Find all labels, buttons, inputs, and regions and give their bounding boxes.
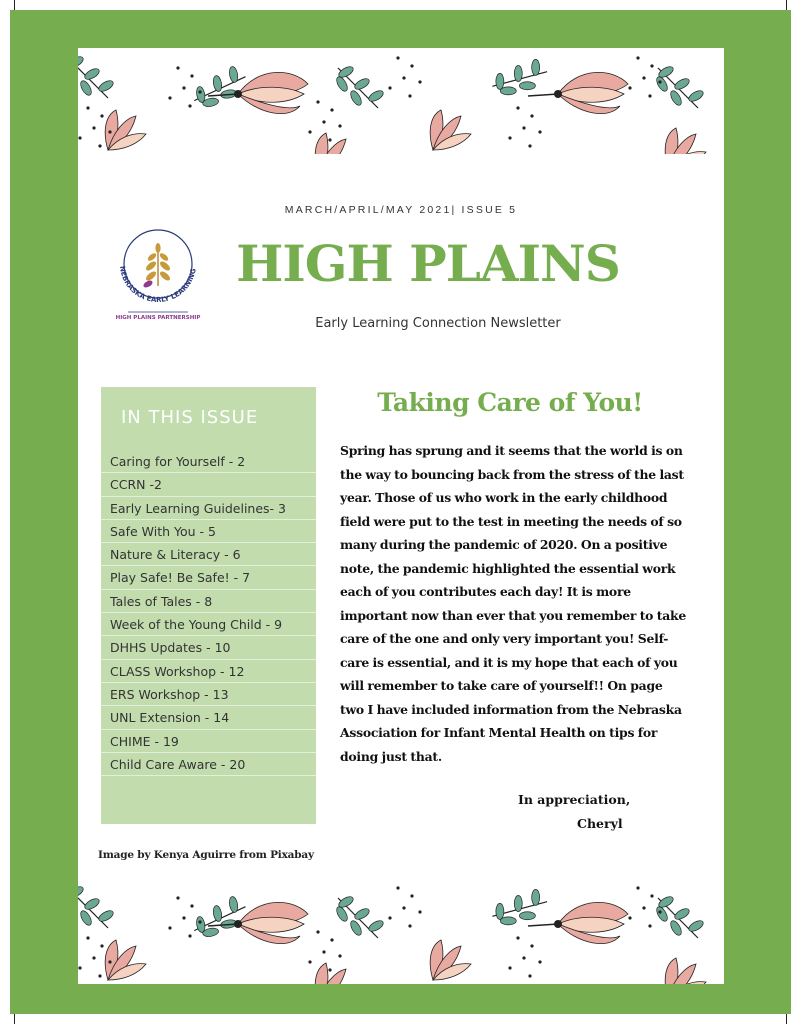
toc-item: Play Safe! Be Safe! - 7 — [101, 566, 316, 589]
nebraska-elc-logo — [108, 216, 208, 322]
article-signature: Cheryl — [577, 816, 623, 831]
image-credit: Image by Kenya Aguirre from Pixabay — [98, 849, 314, 861]
toc-item: ERS Workshop - 13 — [101, 683, 316, 706]
newsletter-subtitle: Early Learning Connection Newsletter — [315, 316, 561, 331]
article-body: Spring has sprung and it seems that the world is on the way to bouncing back from the stress of the last year. Those of us who work in the early childhood field were put to the test in meeting the needs of so many during the pandemic of 2020. On a positive note, the pandemic highlighted the essential work each of you contributes each day! It is more important now than ever that you remember to take care of the one and only very important you! Self-care is essential, and it is my hope that each of you will remember to take care of yourself!! On page two I have included information from the Nebraska Association for Infant Mental Health on tips for doing just that. — [340, 443, 686, 764]
toc-item: CCRN -2 — [101, 473, 316, 496]
toc-item: Early Learning Guidelines- 3 — [101, 497, 316, 520]
page-content — [78, 48, 724, 984]
floral-banner-bottom — [78, 878, 724, 984]
toc-item: Caring for Yourself - 2 — [101, 450, 316, 473]
article-closing: In appreciation, — [518, 792, 631, 807]
toc-item: Safe With You - 5 — [101, 520, 316, 543]
logo-ring-text: NEBRASKA EARLY LEARNING — [117, 265, 198, 305]
toc-item: UNL Extension - 14 — [101, 706, 316, 729]
sidebar-heading: IN THIS ISSUE — [121, 407, 259, 428]
toc-item: Week of the Young Child - 9 — [101, 613, 316, 636]
table-of-contents — [101, 450, 316, 776]
toc-item: Nature & Literacy - 6 — [101, 543, 316, 566]
toc-item: CLASS Workshop - 12 — [101, 660, 316, 683]
toc-item: DHHS Updates - 10 — [101, 636, 316, 659]
logo-caption: HIGH PLAINS PARTNERSHIP — [115, 315, 201, 321]
logo-emblem — [108, 216, 208, 322]
in-this-issue-sidebar — [101, 387, 316, 824]
toc-item: Child Care Aware - 20 — [101, 753, 316, 776]
floral-banner-top — [78, 48, 724, 154]
toc-item: CHIME - 19 — [101, 730, 316, 753]
toc-item: Tales of Tales - 8 — [101, 590, 316, 613]
issue-date-line: MARCH/APRIL/MAY 2021| ISSUE 5 — [284, 204, 518, 216]
newsletter-title: HIGH PLAINS — [236, 234, 620, 293]
article-heading: Taking Care of You! — [377, 388, 643, 417]
